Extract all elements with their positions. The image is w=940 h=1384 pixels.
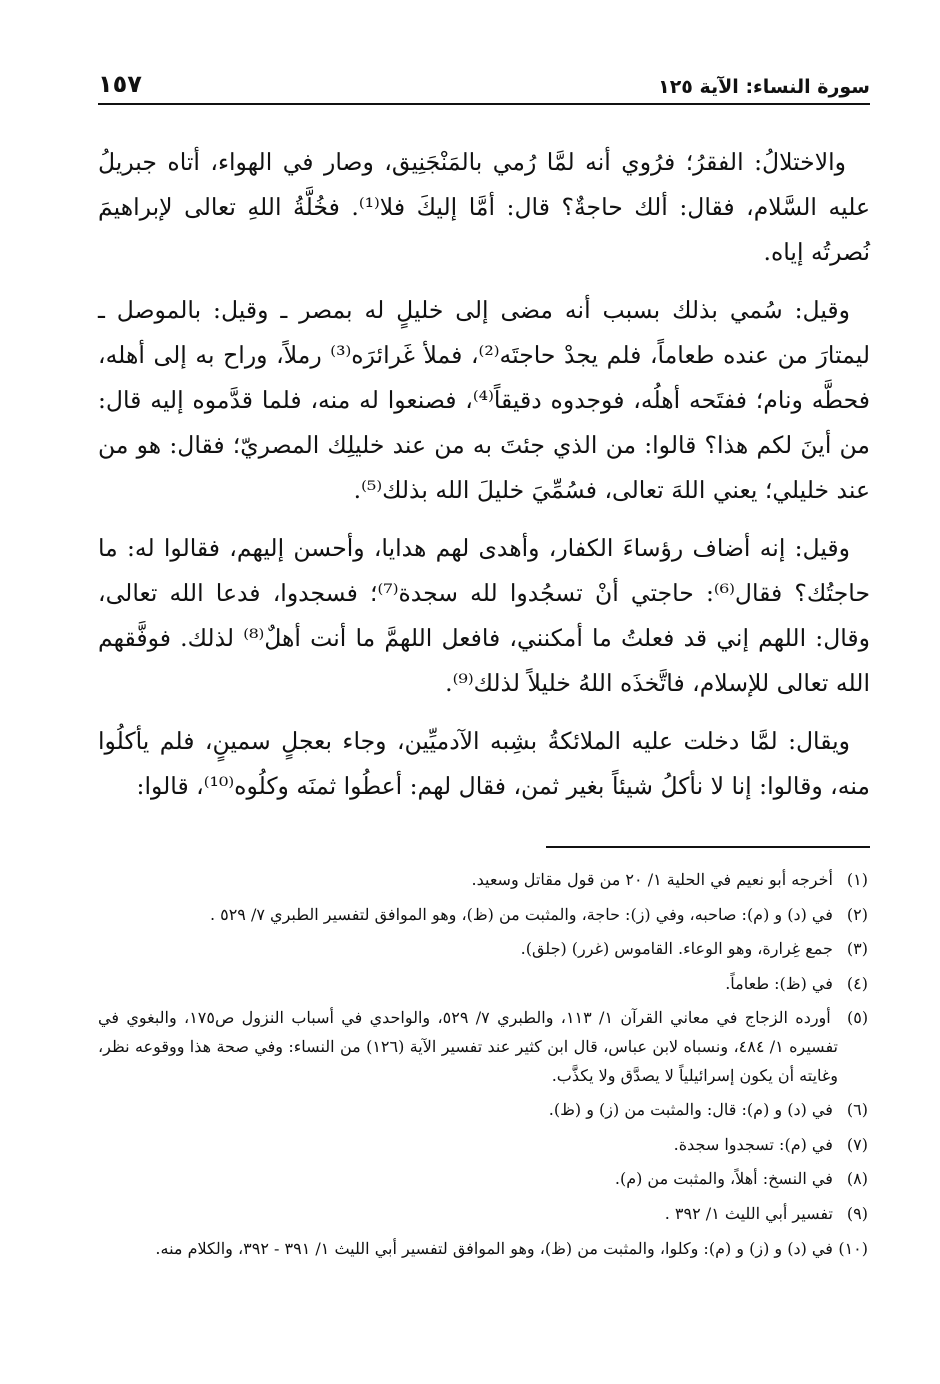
footnote-number: (٩) <box>846 1203 868 1223</box>
footnote <box>98 1165 868 1194</box>
footnote <box>98 1004 868 1090</box>
footnote-number: (٣) <box>846 939 868 959</box>
footnote <box>98 970 868 999</box>
footnote <box>98 866 868 895</box>
page-header <box>98 64 870 98</box>
footnote-number: (٢) <box>846 904 868 924</box>
page-number: ١٥٧ <box>98 70 142 98</box>
footnote <box>98 901 868 930</box>
footnote-number: (٨) <box>846 1169 868 1189</box>
footnote-number: (٤) <box>846 973 868 993</box>
footnote-number: (١٠) <box>838 1238 868 1258</box>
footnote <box>98 1096 868 1125</box>
paragraph: وقيل: إنه أضاف رؤساءَ الكفار، وأهدى لهم هدايا، وأحسن إليهم، فقالوا له: ما حاجتُك؟ فقال⁽⁶⁾: حاجتي أنْ تسجُدوا لله سجدة⁽⁷⁾؛ فسجدوا، فدعا الله تعالى، وقال: اللهم إني قد فعلتُ ما أمكنني، فافعل اللهمَّ ما أنت أهلٌ⁽⁸⁾ لذلك. فوفَّقهم الله تعالى للإسلام، فاتَّخذَه اللهُ خليلاً لذلك⁽⁹⁾. <box>98 534 871 697</box>
surah-title: سورة النساء: الآية ١٢٥ <box>658 76 870 98</box>
footnote <box>98 1235 868 1264</box>
footnotes <box>98 866 868 1269</box>
footnote <box>98 1200 868 1229</box>
paragraph: ويقال: لمَّا دخلت عليه الملائكةُ بشِبه الآدميِّين، وجاء بعجلٍ سمينٍ، فلم يأكلُوا منه، وقالوا: إنا لا نأكلُ شيئاً بغير ثمن، فقال لهم: أعطُوا ثمنَه وكلُوه⁽¹⁰⁾، قالوا: <box>98 727 870 800</box>
footnote-number: (٧) <box>846 1134 868 1154</box>
footnote-number: (٥) <box>846 1008 869 1028</box>
footnote-text: في (د) و (م): صاحبه، وفي (ز): حاجة، والمثبت من (ظ)، وهو الموافق لتفسير الطبري ٧/ ٥٢٩ . <box>209 904 833 924</box>
footnote-text: في (ظ): طعاماً. <box>725 973 833 993</box>
footnote-number: (١) <box>846 870 868 889</box>
footnote-divider <box>546 846 870 848</box>
main-text <box>98 140 870 822</box>
footnote-text: في النسخ: أهلاً، والمثبت من (م). <box>614 1169 833 1189</box>
footnote-text: في (د) و (ز) و (م): وكلوا، والمثبت من (ظ)، وهو الموافق لتفسير أبي الليث ١/ ٣٩١ - ٣٩٢، والكلام منه. <box>155 1238 833 1258</box>
footnote <box>98 935 868 964</box>
footnote-number: (٦) <box>846 1100 868 1120</box>
paragraph: والاختلالُ: الفقرُ؛ فرُوي أنه لمَّا رُمي بالمَنْجَنِيق، وصار في الهواء، أتاه جبريلُ عليه السَّلام، فقال: ألك حاجةٌ؟ قال: أمَّا إليكَ فلا⁽¹⁾. فخُلَّةُ اللهِ تعالى لإبراهيمَ نُصرتُه إياه. <box>98 148 870 266</box>
footnote-text: جمع غِرارة، وهو الوعاء. القاموس (غرر) (جلق). <box>520 939 833 959</box>
footnote-text: تفسير أبي الليث ١/ ٣٩٢ . <box>664 1203 833 1223</box>
header-divider <box>98 103 870 105</box>
footnote <box>98 1131 868 1160</box>
footnote-text: أخرجه أبو نعيم في الحلية ١/ ٢٠ من قول مقاتل وسعيد. <box>471 870 833 889</box>
footnote-text: في (م): تسجدوا سجدة. <box>673 1134 833 1154</box>
footnote-text: أورده الزجاج في معاني القرآن ١/ ١١٣، والطبري ٧/ ٥٢٩، والواحدي في أسباب النزول ص١٧٥، والبغوي في تفسيره ١/ ٤٨٤، ونسباه لابن عباس، قال ابن كثير عند تفسير الآية (١٢٦) من النساء: وفي صحة هذا ووقوعه نظر، وغايته أن يكون إسرائيلياً لا يصدَّق ولا يكذَّب. <box>98 1008 838 1085</box>
footnote-text: في (د) و (م): قال: والمثبت من (ز) و (ظ). <box>548 1100 833 1120</box>
paragraph: وقيل: سُمي بذلك بسبب أنه مضى إلى خليلٍ له بمصر ـ وقيل: بالموصل ـ ليمتارَ من عنده طعاماً، فلم يجدْ حاجتَه⁽²⁾، فملأ غَرائرَه⁽³⁾ رملاً، وراح به إلى أهله، فحطَّه ونام؛ ففتَحه أهلُه، فوجدوه دقيقاً⁽⁴⁾، فصنعوا له منه، فلما قدَّموه إليه قال: من أينَ لكم هذا؟ قالوا: من الذي جئتَ به من عند خليلِك المصريّ؛ فقال: هو من عند خليلي؛ يعني اللهَ تعالى، فسُمِّيَ خليلَ الله بذلك⁽⁵⁾. <box>98 296 870 504</box>
